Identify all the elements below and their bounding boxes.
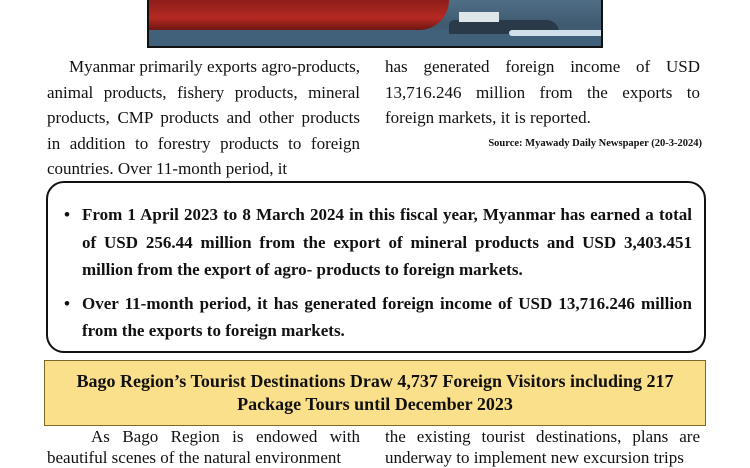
article2-left-paragraph: As Bago Region is endowed with beautiful scenes of the natural environment — [47, 427, 360, 467]
boat-wake — [509, 30, 603, 36]
bullet-icon: • — [64, 205, 70, 224]
highlight-item — [64, 201, 692, 284]
article1-right-paragraph: has generated foreign income of USD 13,716.246 million from the exports to foreign markets, it is reported. — [385, 57, 700, 127]
source-credit: Source: Myawady Daily Newspaper (20-3-2024) — [488, 138, 702, 149]
headline-text: Bago Region’s Tourist Destinations Draw 4,737 Foreign Visitors including 217 Package Tours until December 2023 — [76, 371, 674, 414]
highlight-text: Over 11-month period, it has generated foreign income of USD 13,716.246 million from the exports to foreign markets. — [82, 293, 692, 340]
article2-left-column — [47, 426, 360, 468]
ship-hull — [149, 0, 449, 30]
highlight-text: From 1 April 2023 to 8 March 2024 in this fiscal year, Myanmar has earned a total of USD 256.44 million from the export of mineral products and USD 3,403.451 million from the export of agro- products to foreign markets. — [82, 205, 692, 279]
bullet-icon: • — [64, 293, 70, 313]
article2-right-column — [385, 426, 700, 468]
article2-headline — [44, 360, 706, 426]
ship-photo — [147, 0, 603, 48]
highlights-box — [46, 181, 706, 353]
article2-right-paragraph: the existing tourist destinations, plans are underway to implement new excursion trips — [385, 427, 700, 467]
highlight-item — [64, 290, 692, 345]
article1-left-paragraph: Myanmar primarily exports agro-products, animal products, fishery products, mineral products, CMP products and other products in addition to forestry products to foreign countries. Over 11-month period, it — [47, 57, 360, 178]
highlights-list — [60, 201, 692, 345]
article1-right-column — [385, 54, 700, 131]
article1-left-column — [47, 54, 360, 182]
